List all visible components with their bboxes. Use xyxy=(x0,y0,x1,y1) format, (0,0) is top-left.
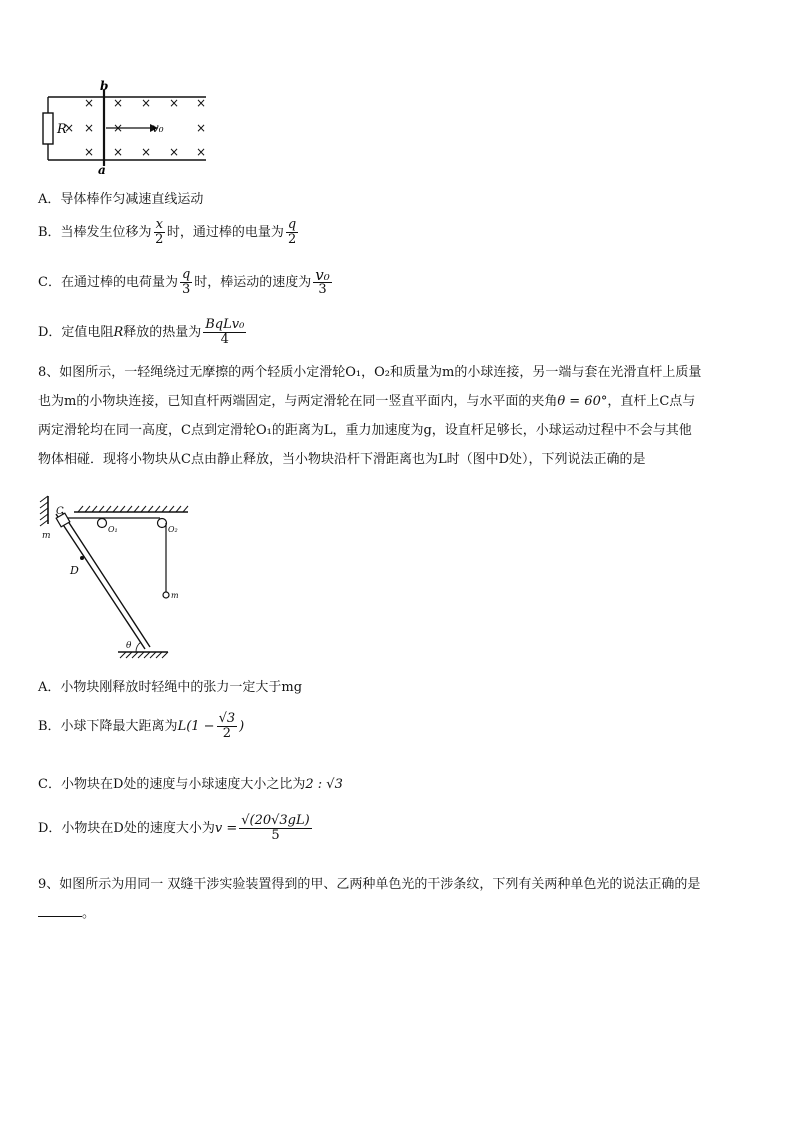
q8-stem: 8、如图所示，一轻绳绕过无摩擦的两个轻质小定滑轮O₁，O₂和质量为m的小球连接，另一端与套在光滑直杆上质量 也为m的小物块连接，已知直杆两端固定，与两定滑轮在同一竖直平面内，与水平面的夹角θ = 60°，直杆上C点与 两定滑轮均在同一高度，C点到定滑轮O₁的距离为L，重力加速度为g，设直杆足够长，小球运动过程中不会与其他 物体相碰．现将小物块从C点由静止释放，当小物块沿杆下滑距离也为L时（图中D处），下列说法正确的是 xyxy=(38,365,702,467)
field-cross: × xyxy=(141,96,152,110)
circuit-figure xyxy=(40,80,215,175)
field-cross: × xyxy=(113,121,124,135)
frac-v0-3: $\frac{\text{v₀}}{3}$ xyxy=(315,266,330,297)
point-d xyxy=(80,556,84,560)
q7-option-b: B．当棒发生位移为 $\frac{x}{2}$ 时，通过棒的电量为 $\frac{q}{2}$ xyxy=(38,217,297,247)
resistor xyxy=(43,113,53,144)
q8-option-c: C．小物块在D处的速度与小球速度大小之比为2 : √3 xyxy=(38,777,343,792)
label-theta: θ xyxy=(126,641,132,651)
ceiling-hatch-line xyxy=(106,506,111,512)
label-m1: m xyxy=(42,531,51,541)
frac-q-3: $\frac{q}{3}$ xyxy=(181,267,191,297)
pulley-o2 xyxy=(158,519,167,528)
ceiling-hatch-line xyxy=(120,506,125,512)
ceiling-hatch-line xyxy=(92,506,97,512)
field-cross: × xyxy=(169,145,180,159)
frac-x-2: $\frac{x}{2}$ xyxy=(155,217,164,247)
frac-velocity: $\frac{√(20√3gL)}{5}$ xyxy=(241,813,310,843)
field-cross: × xyxy=(84,96,95,110)
q8-option-a: A．小物块刚释放时轻绳中的张力一定大于mg xyxy=(38,680,303,695)
answer-blank[interactable] xyxy=(38,904,82,917)
field-cross: × xyxy=(113,96,124,110)
ceiling-hatch-line xyxy=(169,506,174,512)
ceiling-hatch-line xyxy=(183,506,188,512)
ceiling-hatch-line xyxy=(176,506,181,512)
q7-option-d: D．定值电阻R释放的热量为 $\frac{\text{BqLv₀}}{4}$ xyxy=(38,317,245,347)
frac-heat: $\frac{\text{BqLv₀}}{4}$ xyxy=(205,317,245,347)
ball-m xyxy=(163,592,169,598)
ceiling-hatch-line xyxy=(155,506,160,512)
field-cross: × xyxy=(196,121,207,135)
field-cross: × xyxy=(84,145,95,159)
ceiling-hatch-line xyxy=(78,506,83,512)
ceiling-hatch-line xyxy=(141,506,146,512)
ceiling-hatch-line xyxy=(162,506,167,512)
label-o1: O₁ xyxy=(108,525,118,534)
frac-q-2: $\frac{q}{2}$ xyxy=(287,217,297,247)
label-v0: v₀ xyxy=(152,121,164,135)
field-cross: × xyxy=(113,145,124,159)
label-d: D xyxy=(70,564,79,577)
label-c: C xyxy=(56,506,64,517)
label-m2: m xyxy=(171,591,179,600)
slanted-rod xyxy=(56,514,145,649)
label-b: b xyxy=(100,80,109,93)
field-cross: × xyxy=(169,96,180,110)
field-cross: × xyxy=(64,121,75,135)
frac-sqrt3-2: $\frac{√3}{2}$ xyxy=(218,711,236,741)
ceiling-hatch-line xyxy=(134,506,139,512)
pulley-figure xyxy=(38,494,198,664)
ceiling-hatch-line xyxy=(113,506,118,512)
ceiling-hatch-line xyxy=(127,506,132,512)
q8-option-b: B．小球下降最大距离为L(1 − $\frac{√3}{2}$ ) xyxy=(38,711,245,741)
label-R: R xyxy=(57,122,67,137)
field-cross: × xyxy=(84,121,95,135)
q7-option-a: A．导体棒作匀减速直线运动 xyxy=(38,192,204,207)
label-o2: O₂ xyxy=(168,525,178,534)
field-cross: × xyxy=(196,145,207,159)
q7-option-c: C．在通过棒的电荷量为 $\frac{q}{3}$ 时，棒运动的速度为 $\frac{\text{v₀}}{3}$ xyxy=(38,266,330,297)
q9-stem: 9、如图所示为用同一 双缝干涉实验装置得到的甲、乙两种单色光的干涉条纹，下列有关两种单色光的说法正确的是 。 xyxy=(38,877,701,921)
pulley-o1 xyxy=(98,519,107,528)
field-cross: × xyxy=(196,96,207,110)
ceiling-hatch-line xyxy=(148,506,153,512)
field-cross: × xyxy=(141,145,152,159)
q8-option-d: D．小物块在D处的速度大小为v = $\frac{√(20√3gL)}{5}$ xyxy=(38,813,310,843)
ceiling-hatch-line xyxy=(99,506,104,512)
ceiling-hatch-line xyxy=(85,506,90,512)
label-a: a xyxy=(98,163,106,175)
